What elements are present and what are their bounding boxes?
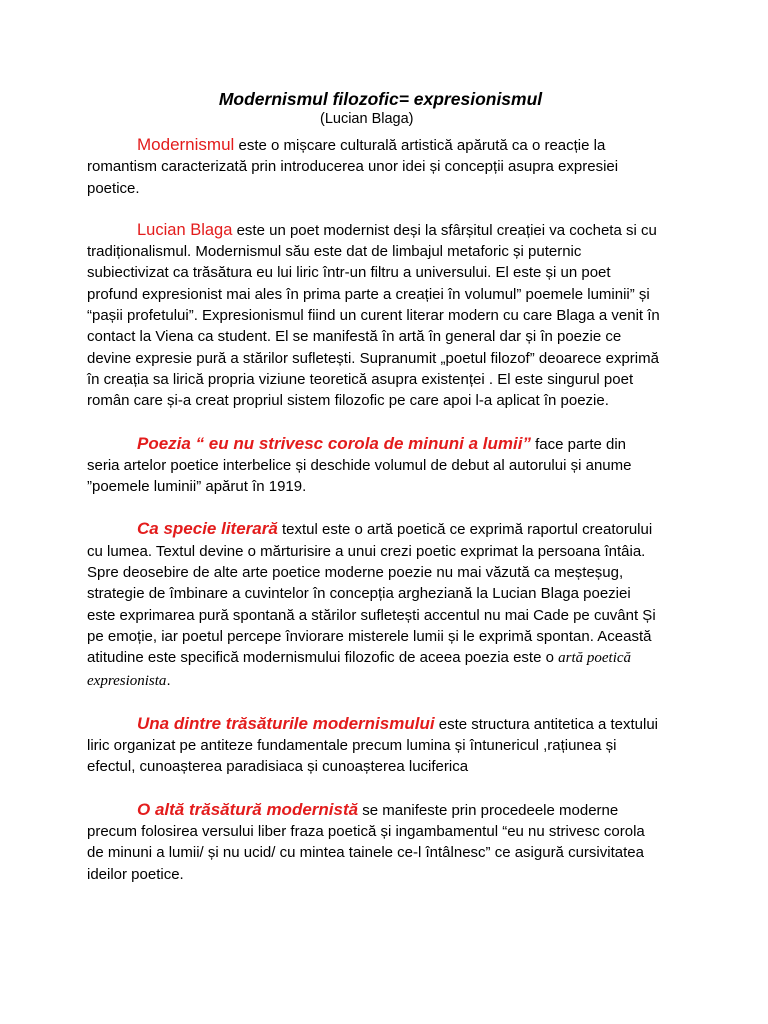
paragraph-spacer: [87, 778, 660, 799]
paragraph-spacer: [87, 199, 660, 220]
paragraph-spacer: [87, 692, 660, 713]
paragraph-lead: O altă trăsătură modernistă: [137, 799, 359, 819]
paragraph-lucian-blaga: [87, 220, 660, 412]
paragraph-lead: Ca specie literară: [137, 519, 278, 539]
paragraph-poezia: [87, 433, 660, 498]
paragraph-end: .: [166, 671, 171, 689]
paragraph-text: este structura antitetica a textului liric organizat pe antiteze fundamentale precum lumina și întunericul ,rațiunea și efectul, cunoașterea paradisiaca și cunoașterea luciferica: [87, 715, 659, 776]
paragraph-lead: Poezia “ eu nu strivesc corola de minuni a lumii”: [137, 433, 531, 453]
paragraph-text: face parte din seria artelor poetice interbelice și deschide volumul de debut al autorului și anume ”poemele luminii” apărut în 1919.: [87, 435, 632, 496]
document-title: Modernismul filozofic= expresionismul: [218, 89, 543, 109]
paragraph-lead: Lucian Blaga: [137, 220, 233, 239]
document-subtitle: (Lucian Blaga): [320, 111, 414, 127]
paragraph-specie-literara: [87, 518, 660, 691]
paragraph-spacer: [87, 412, 660, 433]
paragraph-text: textul este o artă poetică ce exprimă raportul creatorului cu lumea. Textul devine o mărturisire a unui crezi poetic exprimat la persoana întâia. Spre deosebire de alte arte poetice moderne poezie nu mai văzută ca meșteșug, strategie de îmbinare a cuvintelor în concepția argheziană la Lucian Blaga poeziei este exprimarea pură spontană a stărilor sufletești accentul nu mai Cade pe cuvânt Și pe emoție, iar poetul percepe înviorare misterele lumii și le exprimă spontan. Această atitudine este specifică modernismului filozofic de aceea poezia este o: [87, 521, 656, 667]
paragraph-text: se manifeste prin procedeele moderne precum folosirea versului liber fraza poetică și ingambamentul “eu nu strivesc corola de minuni a lumii/ și nu ucid/ cu mintea tainele ce-l întâlnesc” ce asigură cursivitatea ideilor poetice.: [87, 801, 645, 883]
paragraph-text: este un poet modernist deși la sfârșitul creației va cocheta si cu tradiționalismul. Modernismul său este dat de limbajul metaforic și puternic subiectivizat ca trăsătura eu lui liric într-un filtru a universului. El este și un poet profund expresionist mai ales în prima parte a creației în volumul” poemele luminii” și “pașii profetului”. Expresionismul fiind un curent literar modern cu care Blaga a venit în contact la Viena ca student. El se manifestă în artă în general dar și în poezie ce devine expresie pură a stărilor sufletești. Supranumit „poetul filozof” deoarece exprimă în creația sa lirică propria viziune teoretică asupra existenței . El este singurul poet român care și-a creat propriul sistem filozofic pe care apoi l-a aplicat în poezie.: [87, 221, 660, 410]
paragraph-lead: Modernismul: [137, 135, 235, 154]
paragraph-modernismul: [87, 134, 660, 199]
paragraph-text: este o mișcare culturală artistică apărută ca o reacție la romantism caracterizată prin introducerea unor idei și concepții asupra expresiei poetice.: [87, 137, 619, 197]
paragraph-trasaturi-modernism: [87, 713, 660, 778]
paragraph-alta-trasatura: [87, 799, 660, 885]
paragraph-spacer: [87, 497, 660, 518]
paragraph-lead: Una dintre trăsăturile modernismului: [137, 713, 435, 733]
paragraph-emphasis: artă poetică expresionista: [87, 650, 632, 689]
